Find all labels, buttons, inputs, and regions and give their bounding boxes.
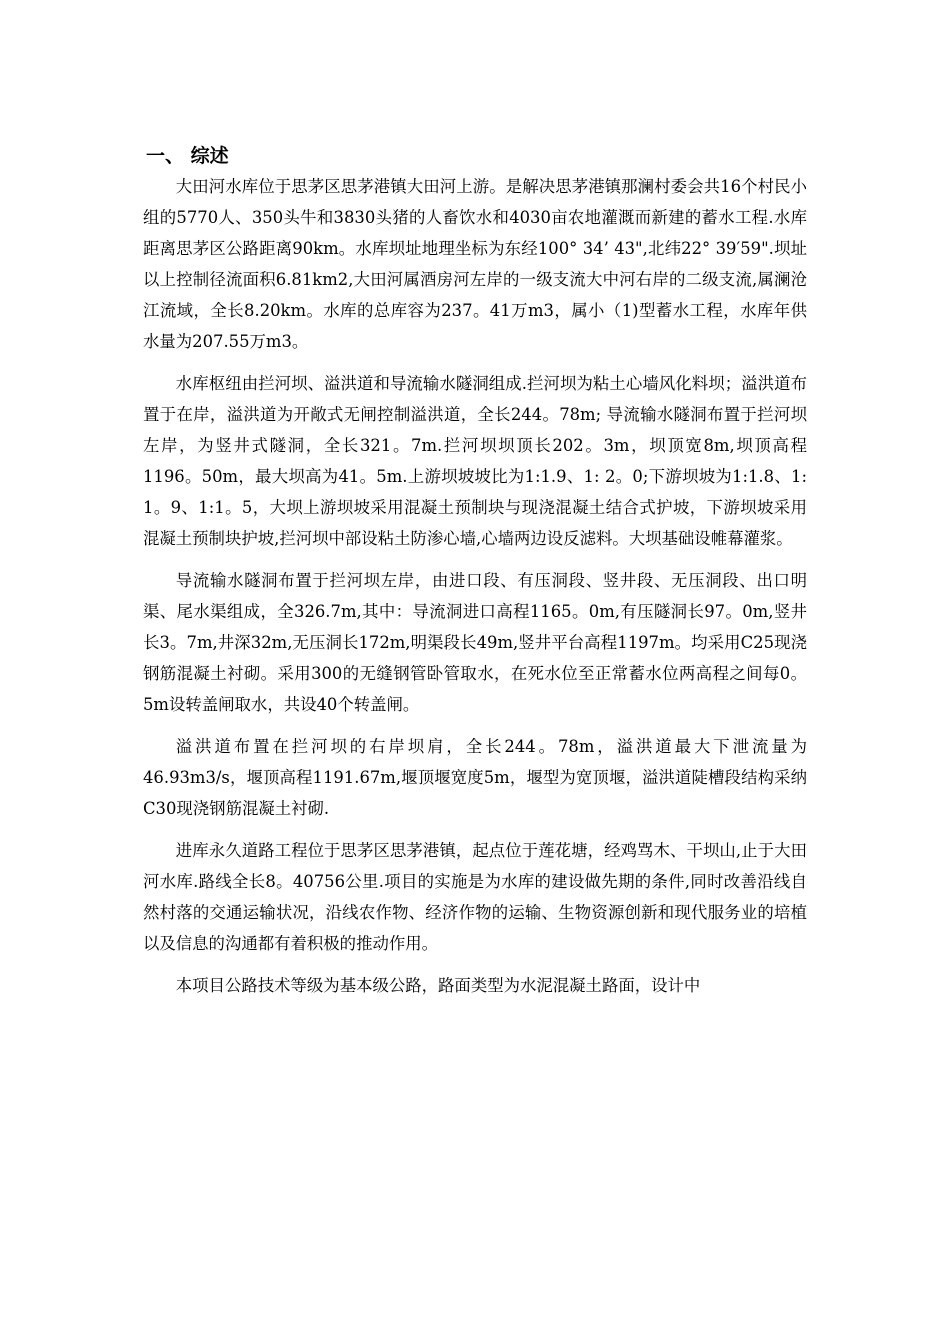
section-heading: 一、 综述	[146, 145, 229, 167]
paragraph-diversion-tunnel: 导流输水隧洞布置于拦河坝左岸，由进口段、有压洞段、竖井段、无压洞段、出口明渠、尾水渠组成，全326.7m,其中：导流洞进口高程1165。0m,有压隧洞长97。0m,竖井长3。7m,井深32m,无压洞长172m,明渠段长49m,竖井平台高程1197m。均采用C25现浇钢筋混凝土衬砌。采用300的无缝钢管卧管取水，在死水位至正常蓄水位两高程之间每0。5m设转盖闸取水，共设40个转盖闸。	[143, 571, 807, 714]
body-text	[143, 171, 807, 1001]
paragraph-overview: 大田河水库位于思茅区思茅港镇大田河上游。是解决思茅港镇那澜村委会共16个村民小组的5770人、350头牛和3830头猪的人畜饮水和4030亩农地灌溉而新建的蓄水工程.水库距离思茅区公路距离90km。水库坝址地理坐标为东经100° 34’ 43",北纬22° 39′59".坝址以上控制径流面积6.81km2,大田河属酒房河左岸的一级支流大中河右岸的二级支流,属澜沧江流域，全长8.20km。水库的总库容为237。41万m3，属小（1)型蓄水工程，水库年供水量为207.55万m3。	[143, 177, 807, 351]
paragraph-spillway: 溢洪道布置在拦河坝的右岸坝肩，全长244。78m，溢洪道最大下泄流量为46.93m3/s，堰顶高程1191.67m,堰顶堰宽度5m，堰型为宽顶堰，溢洪道陡槽段结构采纳C30现浇钢筋混凝土衬砌.	[143, 737, 807, 818]
paragraph-road-grade: 本项目公路技术等级为基本级公路，路面类型为水泥混凝土路面，设计中	[175, 976, 701, 995]
paragraph-reservoir-hub: 水库枢纽由拦河坝、溢洪道和导流输水隧洞组成.拦河坝为粘土心墙风化料坝；溢洪道布置于在岸，溢洪道为开敞式无闸控制溢洪道，全长244。78m; 导流输水隧洞布置于拦河坝左岸，为竖井式隧洞，全长321。7m.拦河坝坝顶长202。3m，坝顶宽8m,坝顶高程1196。50m，最大坝高为41。5m.上游坝坡坡比为1:1.9、1: 2。0;下游坝坡为1:1.8、1: 1。9、1:1。5，大坝上游坝坡采用混凝土预制块与现浇混凝土结合式护坡，下游坝坡采用混凝土预制块护坡,拦河坝中部设粘土防渗心墙,心墙两边设反滤料。大坝基础设帷幕灌浆。	[143, 374, 807, 548]
paragraph-access-road: 进库永久道路工程位于思茅区思茅港镇，起点位于莲花塘，经鸡骂木、干坝山,止于大田河水库.路线全长8。40756公里.项目的实施是为水库的建设做先期的条件,同时改善沿线自然村落的交通运输状况，沿线农作物、经济作物的运输、生物资源创新和现代服务业的培植以及信息的沟通都有着积极的推动作用。	[143, 841, 807, 953]
